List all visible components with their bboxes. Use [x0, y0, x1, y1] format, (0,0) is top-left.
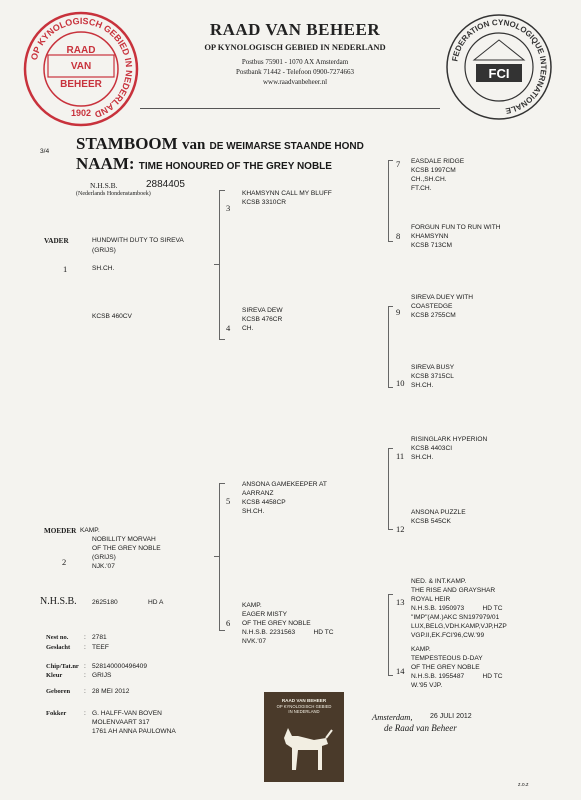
ggp-14-line2: TEMPESTEOUS D-DAY [411, 655, 483, 662]
detail-hd: HD A [148, 599, 164, 606]
moeder-prefix: KAMP. [80, 527, 100, 534]
van-word: van [181, 137, 206, 153]
gp-4-line2: KCSB 476CR [242, 316, 283, 323]
nhsb-label: N.H.S.B. [90, 181, 118, 190]
bracket-gp4 [388, 306, 389, 388]
ggp-8-number: 8 [396, 231, 401, 241]
ggp-12-number: 12 [396, 524, 405, 534]
header-rule [140, 108, 440, 109]
bracket-tick [214, 556, 219, 557]
gp-6-number: 6 [226, 618, 231, 628]
gp-4-line1: SIREVA DEW [242, 307, 283, 314]
bracket-gp6 [388, 594, 389, 676]
detail-nest-label: Nest no. [46, 634, 69, 641]
detail-colon: : [84, 634, 86, 641]
gp-6-line3: OF THE GREY NOBLE [242, 620, 311, 627]
ggp-12-line2: KCSB 545CK [411, 518, 451, 525]
bracket-tick [388, 529, 393, 530]
bracket-tick [388, 387, 393, 388]
detail-breeder-line3: 1761 AH ANNA PAULOWNA [92, 728, 176, 735]
gp-3-number: 3 [226, 203, 231, 213]
moeder-number: 2 [62, 557, 67, 567]
gp-5-line2: AARRANZ [242, 490, 274, 497]
bracket-tick [388, 448, 393, 449]
ggp-14-line4: N.H.S.B. 1955487 HD TC [411, 673, 503, 680]
gp-5-number: 5 [226, 496, 231, 506]
detail-colon: : [84, 710, 86, 717]
nhsb-number: 2884405 [146, 179, 185, 190]
gp-5-line3: KCSB 4458CP [242, 499, 286, 506]
bracket-tick [219, 339, 225, 340]
ggp-13-line7: VGP.II,EK.FCI'96,CW.'99 [411, 632, 485, 639]
gp-6-line4: N.H.S.B. 2231563 HD TC [242, 629, 334, 636]
ggp-8-line2: KHAMSYNN [411, 233, 449, 240]
ggp-10-line2: KCSB 3715CL [411, 373, 454, 380]
ggp-14-line1: KAMP. [411, 646, 431, 653]
detail-breeder-line2: MOLENVAART 317 [92, 719, 150, 726]
detail-born-value: 28 MEI 2012 [92, 688, 130, 695]
ggp-14-number: 14 [396, 666, 405, 676]
naam-title [76, 154, 332, 174]
detail-nest-value: 2781 [92, 634, 107, 641]
fci-center-text: FCI [488, 66, 510, 81]
ggp-11-line1: RISINGLARK HYPERION [411, 436, 488, 443]
bracket-tick [388, 160, 393, 161]
bracket-moeder [219, 483, 220, 631]
ggp-12-line1: ANSONA PUZZLE [411, 509, 466, 516]
detail-colon: : [84, 644, 86, 651]
bracket-tick [388, 594, 393, 595]
stamboom-word: STAMBOOM [76, 134, 178, 153]
bracket-vader [219, 190, 220, 340]
gp-5-line1: ANSONA GAMEKEEPER AT [242, 481, 327, 488]
ggp-7-line3: CH.,SH.CH. [411, 176, 447, 183]
vader-title: SH.CH. [92, 265, 115, 272]
org-address-2: Postbank 71442 - Telefoon 0900-7274663 [236, 68, 354, 76]
detail-nhsb-value: 2625180 [92, 599, 118, 606]
ggp-14-line3: OF THE GREY NOBLE [411, 664, 480, 671]
org-address-1: Postbus 75901 - 1070 AX Amsterdam [241, 58, 349, 66]
raad-logo-badge [264, 692, 344, 782]
bracket-tick [219, 190, 225, 191]
gp-6-line5: NVK.'07 [242, 638, 266, 645]
vader-color: (GRIJS) [92, 247, 116, 254]
ggp-13-line2: THE RISE AND GRAYSHAR [411, 587, 496, 594]
fci-ring-text: FEDERATION CYNOLOGIQUE INTERNATIONALE [450, 17, 549, 116]
detail-breeder-label: Fokker [46, 710, 67, 717]
sign-place: Amsterdam, [372, 712, 413, 722]
bracket-tick [219, 630, 225, 631]
seal-left-ring-text: OP KYNOLOGISCH GEBIED IN NEDERLAND [28, 15, 135, 120]
moeder-label: MOEDER [44, 527, 77, 535]
ggp-8-line1: FORGUN FUN TO RUN WITH [411, 224, 501, 231]
ggp-13-line5: "IMP"(AM.)AKC SN197979/01 [411, 614, 500, 621]
ggp-7-number: 7 [396, 159, 401, 169]
sign-date: 26 JULI 2012 [430, 713, 472, 720]
ggp-7-line2: KCSB 1997CM [411, 167, 456, 174]
org-subtitle: OP KYNOLOGISCH GEBIED IN NEDERLAND [204, 42, 386, 52]
ggp-11-line2: KCSB 4403CI [411, 445, 453, 452]
vader-reg: KCSB 460CV [92, 313, 132, 320]
detail-color-label: Kleur [46, 672, 63, 679]
ggp-8-line3: KCSB 713CM [411, 242, 453, 249]
detail-colon: : [84, 672, 86, 679]
sign-by: de Raad van Beheer [384, 723, 457, 733]
gp-5-line4: SH.CH. [242, 508, 265, 515]
bracket-tick [388, 241, 393, 242]
ggp-13-line4: N.H.S.B. 1950973 HD TC [411, 605, 503, 612]
seal-left-line1: RAAD [66, 45, 96, 56]
bracket-gp5 [388, 448, 389, 530]
gp-6-line2: EAGER MISTY [242, 611, 288, 618]
ggp-9-line2: COASTEDGE [411, 303, 453, 310]
ggp-13-line6: LUX,BELG,VDH.KAMP,VJP,HZP [411, 623, 507, 630]
detail-colon: : [84, 663, 86, 670]
fci-seal [444, 12, 554, 122]
ggp-13-line3: ROYAL HEIR [411, 596, 451, 603]
gp-6-line1: KAMP. [242, 602, 262, 609]
ggp-10-line3: SH.CH. [411, 382, 434, 389]
seal-left-year: 1902 [70, 108, 92, 118]
ggp-7-line1: EASDALE RIDGE [411, 158, 465, 165]
vader-label: VADER [44, 237, 69, 245]
ggp-10-number: 10 [396, 378, 405, 388]
gp-4-line3: CH. [242, 325, 254, 332]
detail-color-value: GRIJS [92, 672, 112, 679]
detail-sex-value: TEEF [92, 644, 109, 651]
page-number: 3/4 [40, 148, 50, 155]
detail-colon: : [84, 688, 86, 695]
gp-4-number: 4 [226, 323, 231, 333]
ggp-7-line4: FT.CH. [411, 185, 432, 192]
detail-chip-label: Chip/Tat.nr [46, 663, 79, 670]
ggp-13-line1: NED. & INT.KAMP. [411, 578, 467, 585]
nhsb-full: (Nederlands Hondenstamboek) [76, 191, 151, 197]
ggp-10-line1: SIREVA BUSY [411, 364, 455, 371]
bracket-tick [388, 675, 393, 676]
zoz-code: z.o.z [518, 782, 529, 788]
gp-3-line1: KHAMSYNN CALL MY BLUFF [242, 190, 332, 197]
ggp-9-number: 9 [396, 307, 401, 317]
detail-sex-label: Geslacht [46, 644, 71, 651]
stamboom-title [76, 134, 364, 154]
ggp-9-line1: SIREVA DUEY WITH [411, 294, 474, 301]
vader-number: 1 [63, 264, 68, 274]
raad-van-beheer-seal [22, 10, 140, 128]
dog-icon [274, 718, 334, 778]
ggp-9-line3: KCSB 2755CM [411, 312, 456, 319]
org-title: RAAD VAN BEHEER [209, 20, 381, 39]
ggp-13-number: 13 [396, 597, 405, 607]
naam-word: NAAM: [76, 154, 135, 173]
bracket-tick [219, 483, 225, 484]
moeder-name1: NOBILLITY MORVAH [92, 536, 156, 543]
seal-left-line3: BEHEER [60, 79, 102, 90]
logo-line2: OP KYNOLOGISCH GEBIED [276, 704, 332, 709]
org-website: www.raadvanbeheer.nl [262, 78, 328, 86]
detail-born-label: Geboren [46, 688, 71, 695]
ggp-14-line5: W.'95 VJP. [411, 682, 443, 689]
vader-name: HUNDWITH DUTY TO SIREVA [92, 237, 184, 244]
moeder-color: (GRIJS) [92, 554, 116, 561]
detail-breeder-line1: G. HALFF-VAN BOVEN [92, 710, 162, 717]
ggp-11-number: 11 [396, 451, 405, 461]
moeder-title: NJK.'07 [92, 563, 115, 570]
logo-line3: IN NEDERLAND [288, 709, 320, 714]
detail-nhsb-label: N.H.S.B. [40, 596, 77, 607]
gp-3-line2: KCSB 3310CR [242, 199, 286, 206]
breed-name: DE WEIMARSE STAANDE HOND [209, 141, 364, 152]
bracket-gp3 [388, 160, 389, 242]
seal-left-line2: VAN [70, 61, 92, 72]
bracket-tick [214, 264, 219, 265]
detail-chip-value: 528140000496409 [92, 663, 148, 670]
ggp-11-line3: SH.CH. [411, 454, 434, 461]
moeder-name2: OF THE GREY NOBLE [92, 545, 161, 552]
bracket-tick [388, 306, 393, 307]
dog-name: TIME HONOURED OF THE GREY NOBLE [138, 161, 332, 172]
logo-line1: RAAD VAN BEHEER [281, 698, 327, 703]
